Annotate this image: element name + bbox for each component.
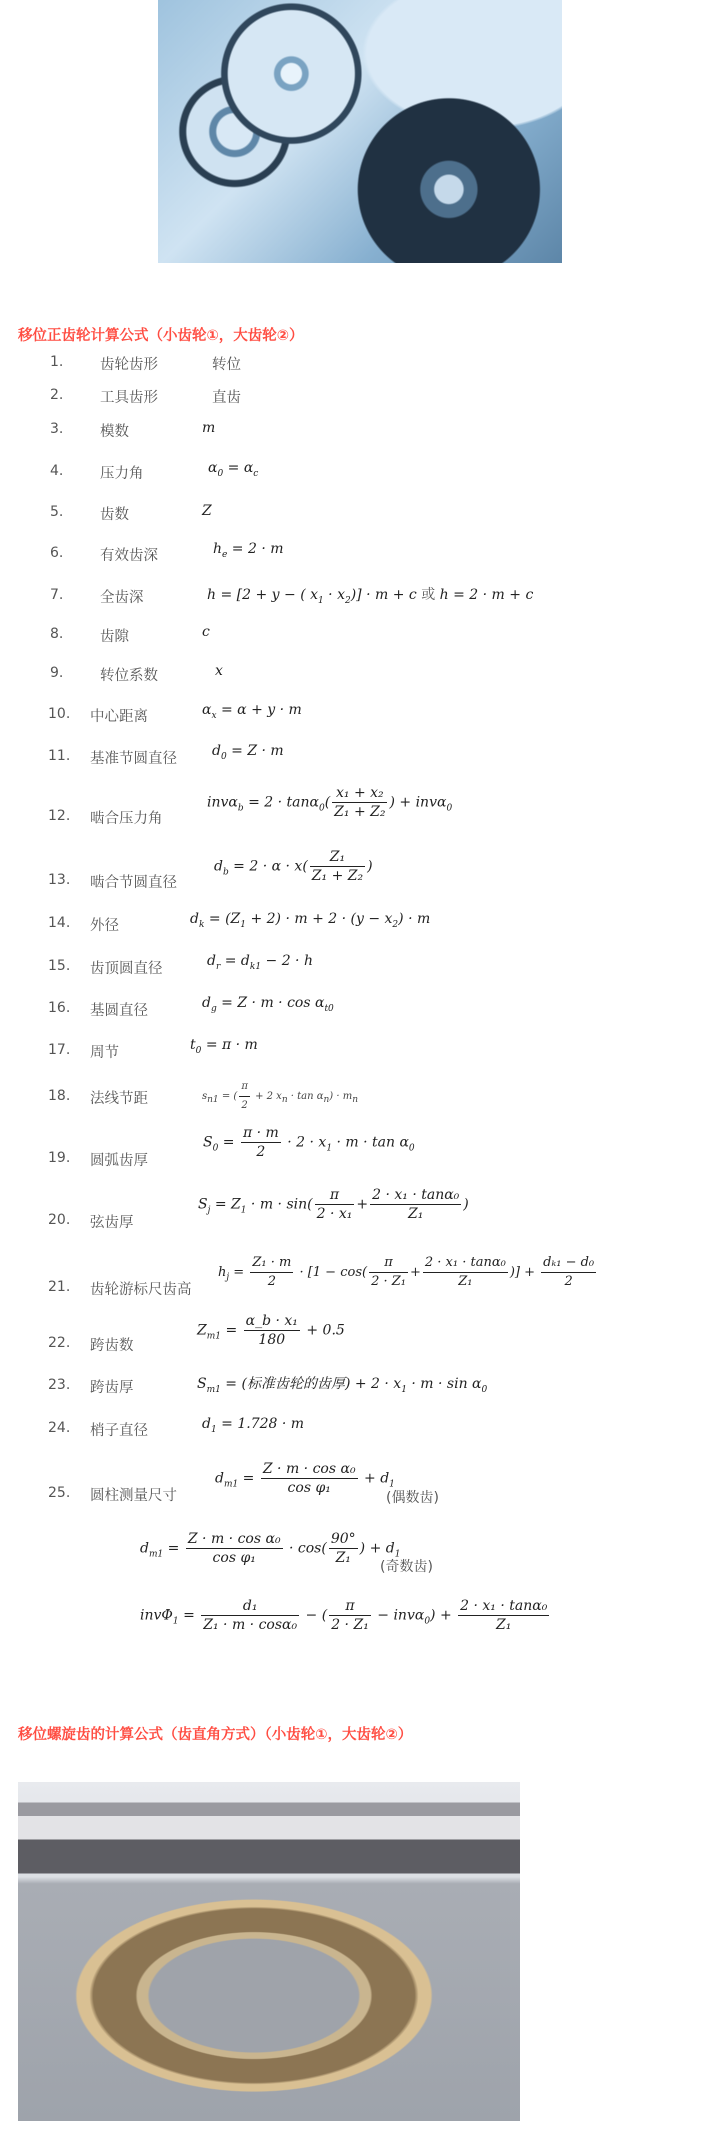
row-label: 基准节圆直径 [90,751,177,767]
row-number: 5. [50,504,64,520]
row-number: 21. [48,1279,71,1295]
row-number: 7. [50,587,64,603]
row-value: 转位 [212,357,241,373]
row-number: 10. [48,706,71,722]
row-number: 12. [48,808,71,824]
row-number: 6. [50,545,64,561]
row-number: 13. [48,872,71,888]
formula-normal-pitch: $s_{n1}$ = ( $\frac{\pi}{2}$ + 2 $x_n \cdot \tan \alpha_n) \cdot m_n$ [202,1078,358,1115]
row-number: 8. [50,626,64,642]
formula-working-pitch-diameter: $d_b = 2 \cdot \alpha \cdot x$( $\frac{\text{Z₁}}{\text{Z₁ + Z₂}}$ ) [214,849,373,884]
row-label: 外径 [90,918,119,934]
row-label: 啮合节圆直径 [90,875,177,891]
row-label: 转位系数 [100,668,158,684]
formula-span-teeth-count: $Z_{m1}$ = $\frac{\text{α\_b · x₁}}{180}$ + 0.5 [197,1313,345,1348]
formula-chordal-thickness: $S_j = Z_1 \cdot m \cdot \sin$( $\frac{\pi}{\text{2 · x₁}}$ + $\frac{\text{2 · x₁ · tanα₀}}{\text{Z₁}}$ ) [198,1187,469,1222]
row-number: 19. [48,1150,71,1166]
formula-working-pressure-angle: invα$_b$ = 2 · tanα$_0$( $\frac{\text{x₁ + x₂}}{\text{Z₁ + Z₂}}$ ) + invα$_0$ [207,785,453,820]
row-number: 25. [48,1485,71,1501]
row-number: 15. [48,958,71,974]
formula-outside-diameter: $d_k = (Z_1 + 2) \cdot m + 2 \cdot (y - x_2) \cdot m$ [190,911,431,930]
row-number: 17. [48,1042,71,1058]
row-label: 有效齿深 [100,548,158,564]
formula-over-pin-even: $d_{m1}$ = $\frac{\text{Z · m · cos α₀}}{\text{cos φ₁}}$ + $d_1$ [215,1461,395,1496]
formula-arc-tooth-thickness: $S_0$ = $\frac{\pi \cdot m}{2}$ · $2 \cdot x_1 \cdot m \cdot \tan \alpha_0$ [203,1125,415,1160]
row-label: 法线节距 [90,1091,148,1107]
row-label: 周节 [90,1045,119,1061]
row-value: 直齿 [212,390,241,406]
row-label: 圆弧齿厚 [90,1153,148,1169]
row-label: 中心距离 [90,709,148,725]
worm-gear-photo [18,1782,520,2121]
row-label: 齿顶圆直径 [90,961,163,977]
even-teeth-note: (偶数齿) [386,1490,439,1506]
row-number: 11. [48,748,71,764]
row-label: 齿数 [100,507,129,523]
formula-whole-depth: h = [2 + y − ( $x_1 \cdot x_2)] \cdot m + c$ 或 h = 2 · m + c [207,587,534,606]
formula-pin-diameter: $d_1 = 1.728 \cdot m$ [202,1416,305,1435]
formula-pressure-angle: $\alpha_0 = \alpha_c$ [208,460,259,479]
formula-clearance: c [202,624,210,640]
odd-teeth-note: (奇数齿) [380,1559,433,1575]
row-label: 全齿深 [100,590,144,606]
row-number: 1. [50,354,64,370]
row-number: 24. [48,1420,71,1436]
formula-pitch-diameter: $d_0 = Z \cdot m$ [212,743,284,762]
formula-modulus: m [202,420,216,436]
formula-base-diameter: $d_g = Z \cdot m \cdot \cos \alpha_{t0}$ [202,995,334,1014]
formula-inv-phi: invΦ$_1$ = $\frac{\text{d₁}}{\text{Z₁ · m · cosα₀}}$ − ( $\frac{\pi}{\text{2 · Z₁}}$ − invα$_0$) + $\frac{\text{2 · x₁ · tanα₀}}{\text{Z₁}}$ [140,1598,548,1633]
row-number: 2. [50,387,64,403]
section-heading-helical-gear: 移位螺旋齿的计算公式（齿直角方式）（小齿轮①，大齿轮②） [18,1727,413,1743]
row-label: 齿轮游标尺齿高 [90,1282,192,1298]
row-number: 18. [48,1088,71,1104]
row-label: 弦齿厚 [90,1215,134,1231]
watch-gears-photo [158,0,562,263]
formula-center-distance: $\alpha_x = \alpha + y \cdot m$ [202,702,302,721]
formula-teeth: Z [202,503,212,519]
row-label: 基圆直径 [90,1003,148,1019]
section-heading-spur-gear: 移位正齿轮计算公式（小齿轮①，大齿轮②） [18,328,304,344]
row-label: 齿轮齿形 [100,357,158,373]
row-number: 9. [50,665,64,681]
row-label: 齿隙 [100,629,129,645]
row-label: 模数 [100,424,129,440]
row-label: 梢子直径 [90,1423,148,1439]
formula-circular-pitch: $t_0 = \pi \cdot m$ [190,1037,258,1056]
row-label: 跨齿厚 [90,1380,134,1396]
formula-span-thickness: $S_{m1}$ = (标准齿轮的齿厚) + $2 \cdot x_1 \cdot m \cdot \sin \alpha_0$ [197,1376,488,1395]
row-number: 20. [48,1212,71,1228]
formula-shift-coefficient: x [215,663,223,679]
row-number: 4. [50,463,64,479]
row-number: 23. [48,1377,71,1393]
row-label: 工具齿形 [100,390,158,406]
formula-root-diameter: $d_r = d_{k1} - 2 \cdot h$ [207,953,313,972]
row-label: 压力角 [100,466,144,482]
row-number: 3. [50,421,64,437]
row-number: 16. [48,1000,71,1016]
formula-over-pin-odd: $d_{m1}$ = $\frac{\text{Z · m · cos α₀}}{\text{cos φ₁}}$ · cos( $\frac{90^\circ}{\text{Z₁}}$ ) + $d_1$ [140,1531,401,1566]
formula-working-depth: $h_e = 2 \cdot m$ [213,541,284,560]
row-label: 圆柱测量尺寸 [90,1488,177,1504]
row-label: 跨齿数 [90,1338,134,1354]
formula-chordal-height: $h_j$ = $\frac{\text{Z₁ · m}}{2}$ · [1 − cos( $\frac{\pi}{\text{2 · Z₁}}$ + $\frac{\text{2 · x₁ · tanα₀}}{\text{Z₁}}$ )] + $\frac{\text{dₖ₁ − d₀}}{2}$ [218,1255,595,1289]
row-number: 14. [48,915,71,931]
row-label: 啮合压力角 [90,811,163,827]
row-number: 22. [48,1335,71,1351]
